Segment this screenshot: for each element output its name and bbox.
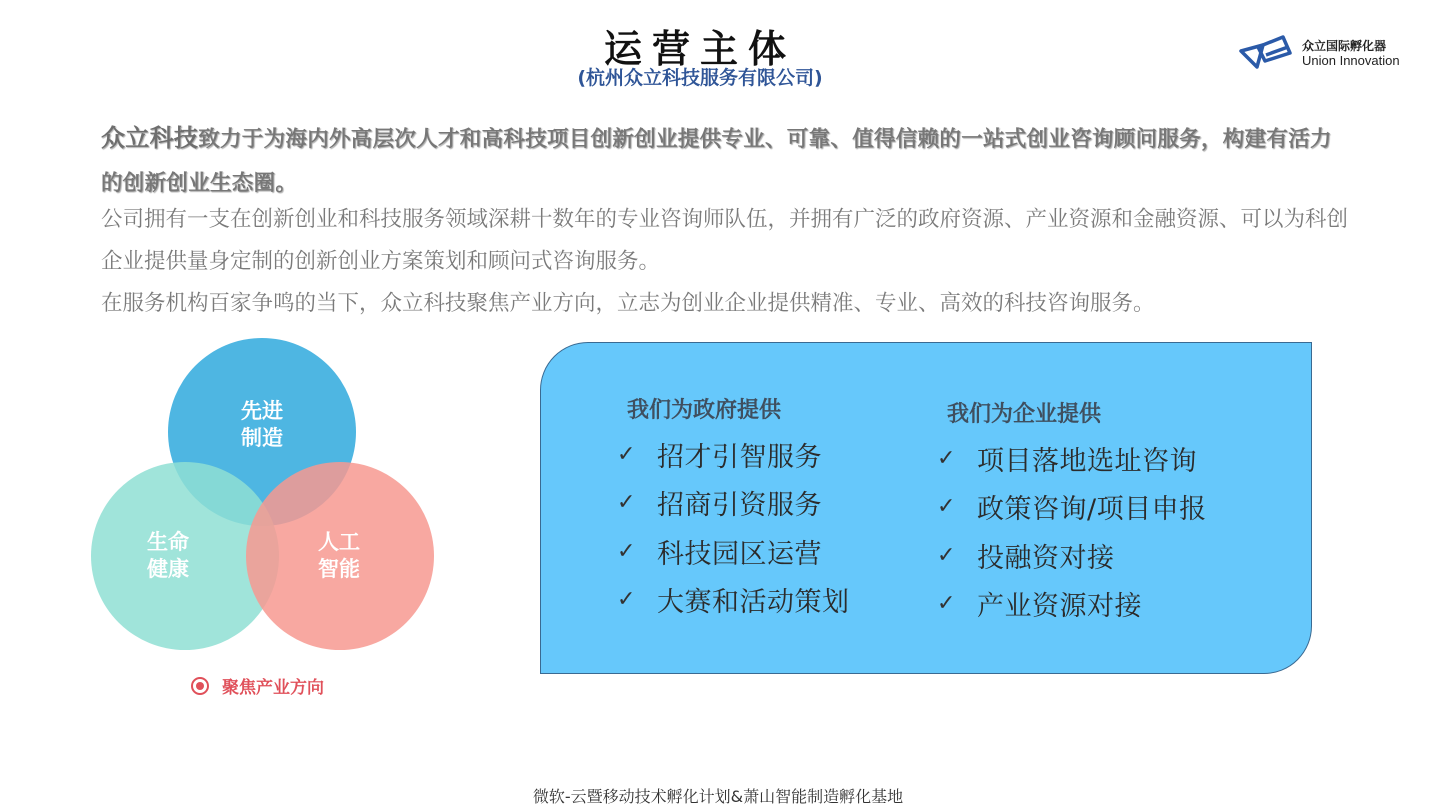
services-panel: [540, 342, 1312, 674]
list-item: [937, 434, 1207, 483]
list-item-text: 产业资源对接: [977, 591, 1142, 623]
list-item-text: 项目落地选址咨询: [977, 445, 1197, 477]
gov-services-list: [617, 430, 850, 624]
intro-rest: 致力于为海内外高层次人才和高科技项目创新创业提供专业、可靠、值得信赖的一站式创业咨询顾问服务，构建有活力的创新创业生态圈。: [101, 127, 1332, 196]
list-item-text: 招才引智服务: [657, 441, 822, 473]
checkmark-icon: ✓: [937, 445, 956, 471]
list-item: [617, 527, 850, 576]
list-item-text: 科技园区运营: [657, 538, 822, 570]
logo-en-text: Union Innovation: [1302, 53, 1400, 68]
checkmark-icon: ✓: [937, 542, 956, 568]
venn-label-left-1: 生命: [147, 530, 189, 554]
venn-label-left-2: 健康: [147, 557, 189, 581]
venn-label-right-2: 智能: [318, 557, 360, 581]
checkmark-icon: ✓: [617, 587, 636, 613]
focus-caption: [190, 673, 324, 698]
checkmark-icon: ✓: [617, 538, 636, 564]
industry-venn-diagram: [88, 338, 440, 653]
venn-label-health: [128, 529, 208, 583]
checkmark-icon: ✓: [937, 591, 956, 617]
page-title: 运营主体: [603, 27, 796, 71]
list-item-text: 政策咨询/项目申报: [977, 494, 1207, 526]
list-item: [617, 430, 850, 479]
focus-caption-text: 聚焦产业方向: [222, 678, 324, 698]
ent-services-list: [937, 434, 1207, 628]
venn-label-top-2: 制造: [241, 426, 283, 450]
venn-label-ai: [299, 529, 379, 583]
list-item: [937, 483, 1207, 532]
list-item-text: 投融资对接: [977, 542, 1115, 574]
checkmark-icon: ✓: [617, 490, 636, 516]
checkmark-icon: ✓: [937, 494, 956, 520]
target-dot-icon: [190, 676, 210, 696]
gov-services-heading: 我们为政府提供: [627, 398, 782, 423]
checkmark-icon: ✓: [617, 441, 636, 467]
venn-label-top-1: 先进: [241, 399, 283, 423]
page-subtitle: (杭州众立科技服务有限公司): [577, 67, 823, 89]
logo-cn-text: 众立国际孵化器: [1302, 39, 1387, 53]
ent-services-column: [937, 393, 1207, 628]
logo-mark-icon: [1238, 33, 1300, 73]
list-item-text: 招商引资服务: [657, 490, 822, 522]
ent-services-heading: 我们为企业提供: [947, 402, 1102, 427]
venn-label-right-1: 人工: [318, 530, 360, 554]
intro-statement: [101, 116, 1351, 206]
venn-label-manufacturing: [222, 398, 302, 452]
footer-text: 微软-云暨移动技术孵化计划&萧山智能制造孵化基地: [532, 787, 904, 806]
company-paragraph: 公司拥有一支在创新创业和科技服务领域深耕十数年的专业咨询师队伍，并拥有广泛的政府资源、产业资源和金融资源、可以为科创企业提供量身定制的创新创业方案策划和顾问式咨询服务。: [101, 207, 1349, 274]
company-logo: [1238, 33, 1413, 73]
gov-services-column: [617, 393, 850, 624]
list-item: [937, 531, 1207, 580]
list-item: [937, 580, 1207, 629]
focus-paragraph: 在服务机构百家争鸣的当下，众立科技聚焦产业方向，立志为创业企业提供精准、专业、高效的科技咨询服务。: [101, 291, 1155, 316]
intro-lead: 众立科技: [101, 124, 199, 152]
list-item-text: 大赛和活动策划: [657, 587, 850, 619]
list-item: [617, 576, 850, 625]
list-item: [617, 479, 850, 528]
